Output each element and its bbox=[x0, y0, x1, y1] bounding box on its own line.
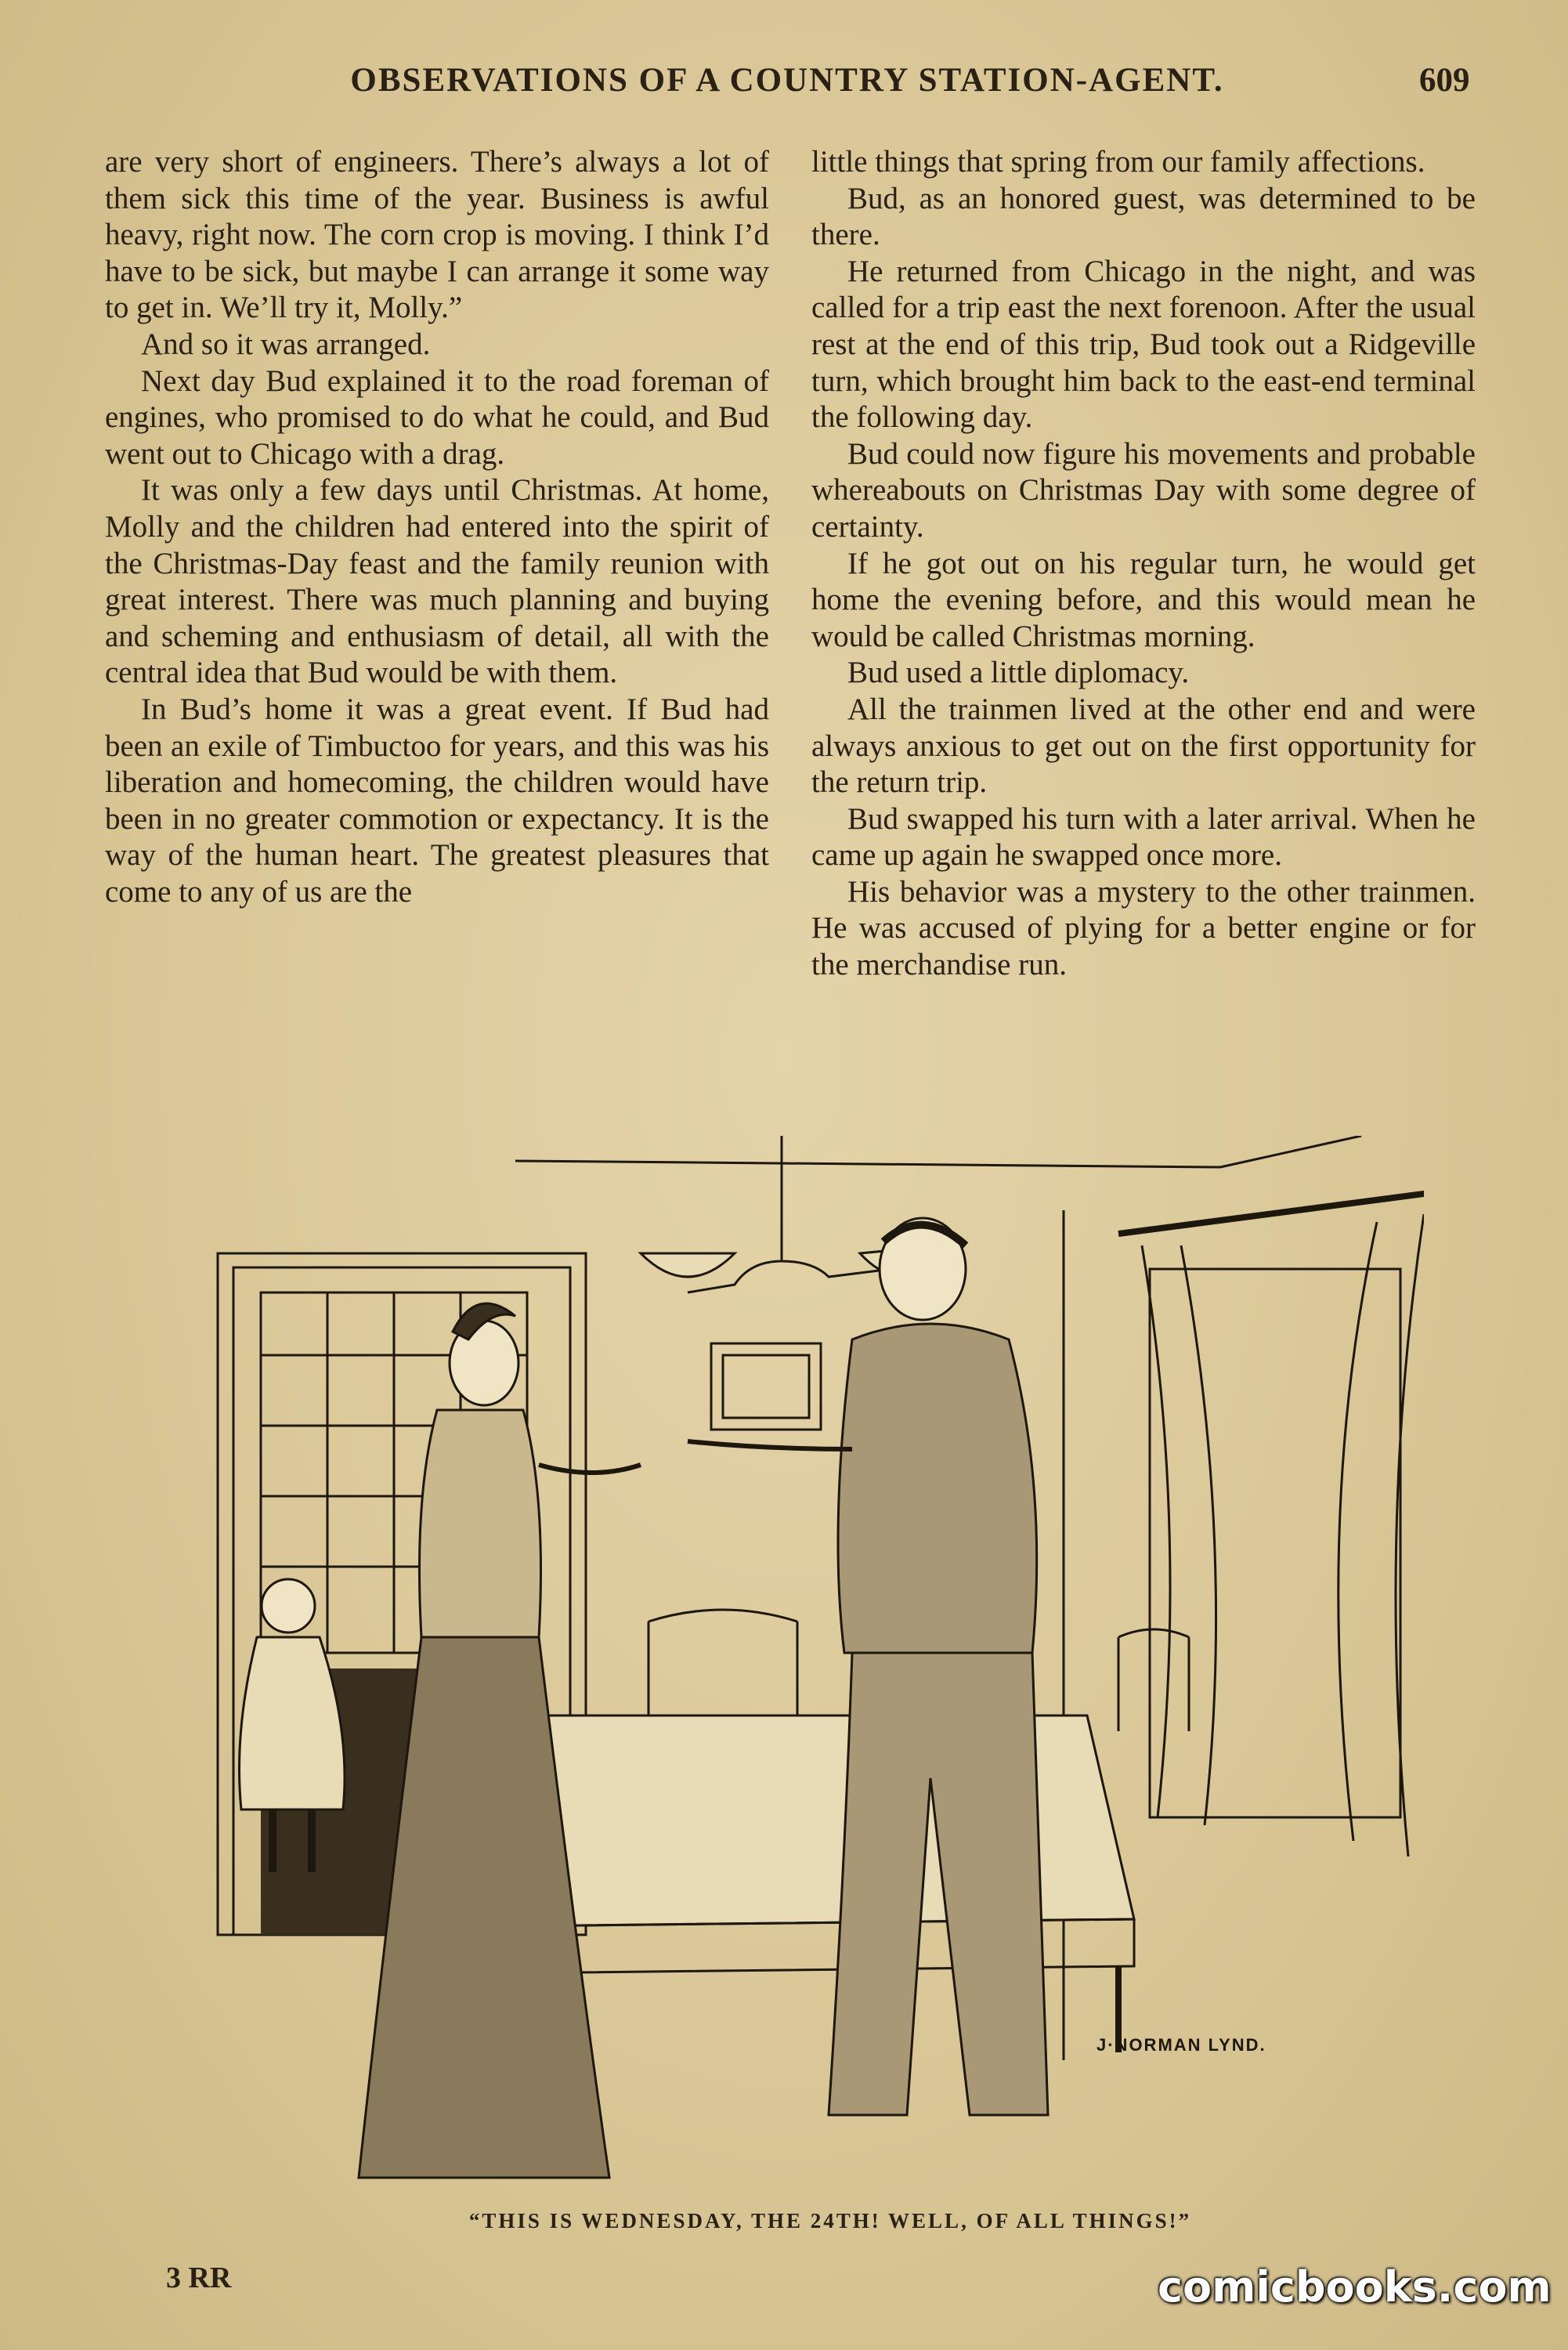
illustration-caption: “THIS IS WEDNESDAY, THE 24TH! WELL, OF ALL THINGS!” bbox=[468, 2209, 1192, 2232]
paragraph: Bud could now figure his movements and probable whereabouts on Christmas Day with some degree of certainty. bbox=[811, 436, 1476, 544]
running-head: OBSERVATIONS OF A COUNTRY STATION-AGENT. bbox=[350, 62, 1224, 99]
paragraph: All the trainmen lived at the other end and were always anxious to get out on the first opportunity for the return trip. bbox=[811, 692, 1476, 800]
paragraph: His behavior was a mystery to the other trainmen. He was accused of plying for a better engine or for the merchandise run. bbox=[811, 874, 1476, 982]
artist-signature: J·NORMAN LYND. bbox=[1097, 2035, 1266, 2055]
chair-back bbox=[649, 1610, 797, 1716]
illustration bbox=[202, 1136, 1424, 2225]
paragraph: little things that spring from our family affections. bbox=[811, 145, 1425, 179]
illustration-drawing bbox=[202, 1136, 1424, 2225]
paragraph: In Bud’s home it was a great event. If Bud had been an exile of Timbuctoo for years, and this was his liberation and homecoming, the children would have been in no greater commotion or expectancy. It is the way of the human heart. The greatest pleasures that come to any of us are the bbox=[105, 692, 769, 909]
left-text-column bbox=[105, 144, 769, 910]
wall-molding bbox=[515, 1136, 1361, 1167]
paragraph: Bud used a little diplomacy. bbox=[847, 656, 1190, 690]
paragraph: And so it was arranged. bbox=[141, 327, 431, 361]
paragraph: If he got out on his regular turn, he would get home the evening before, and this would mean he would be called Christmas morning. bbox=[811, 546, 1476, 653]
paragraph: It was only a few days until Christmas. At home, Molly and the children had entered into the spirit of the Christmas-Day feast and the family reunion with great interest. There was much planning and buying and scheming and enthusiasm of detail, all with the central idea that Bud would be with them. bbox=[105, 473, 769, 690]
chair-back bbox=[1118, 1629, 1189, 1731]
paragraph: Bud swapped his turn with a later arrival. When he came up again he swapped once more. bbox=[811, 801, 1476, 873]
paragraph: are very short of engineers. There’s always a lot of them sick this time of the year. Business is awful heavy, right now. The corn crop is moving. I think I’d have to be sick, but maybe I can arrange it some way to get in. We’ll try it, Molly.” bbox=[105, 145, 769, 325]
window-curtains bbox=[1118, 1191, 1424, 1856]
paragraph: He returned from Chicago in the night, and was called for a trip east the next forenoon. After the usual rest at the end of this trip, Bud took out a Ridgeville turn, which brought him back to the east-end terminal the following day. bbox=[811, 254, 1476, 435]
paragraph: Next day Bud explained it to the road foreman of engines, who promised to do what he could, and Bud went out to Chicago with a drag. bbox=[105, 363, 769, 471]
man-figure bbox=[688, 1218, 1048, 2115]
signature-mark: 3 RR bbox=[166, 2261, 232, 2294]
right-text-column bbox=[811, 144, 1476, 984]
page-number: 609 bbox=[1419, 62, 1470, 99]
paragraph: Bud, as an honored guest, was determined to be there. bbox=[811, 181, 1476, 252]
watermark: comicbooks.com bbox=[1158, 2262, 1552, 2312]
